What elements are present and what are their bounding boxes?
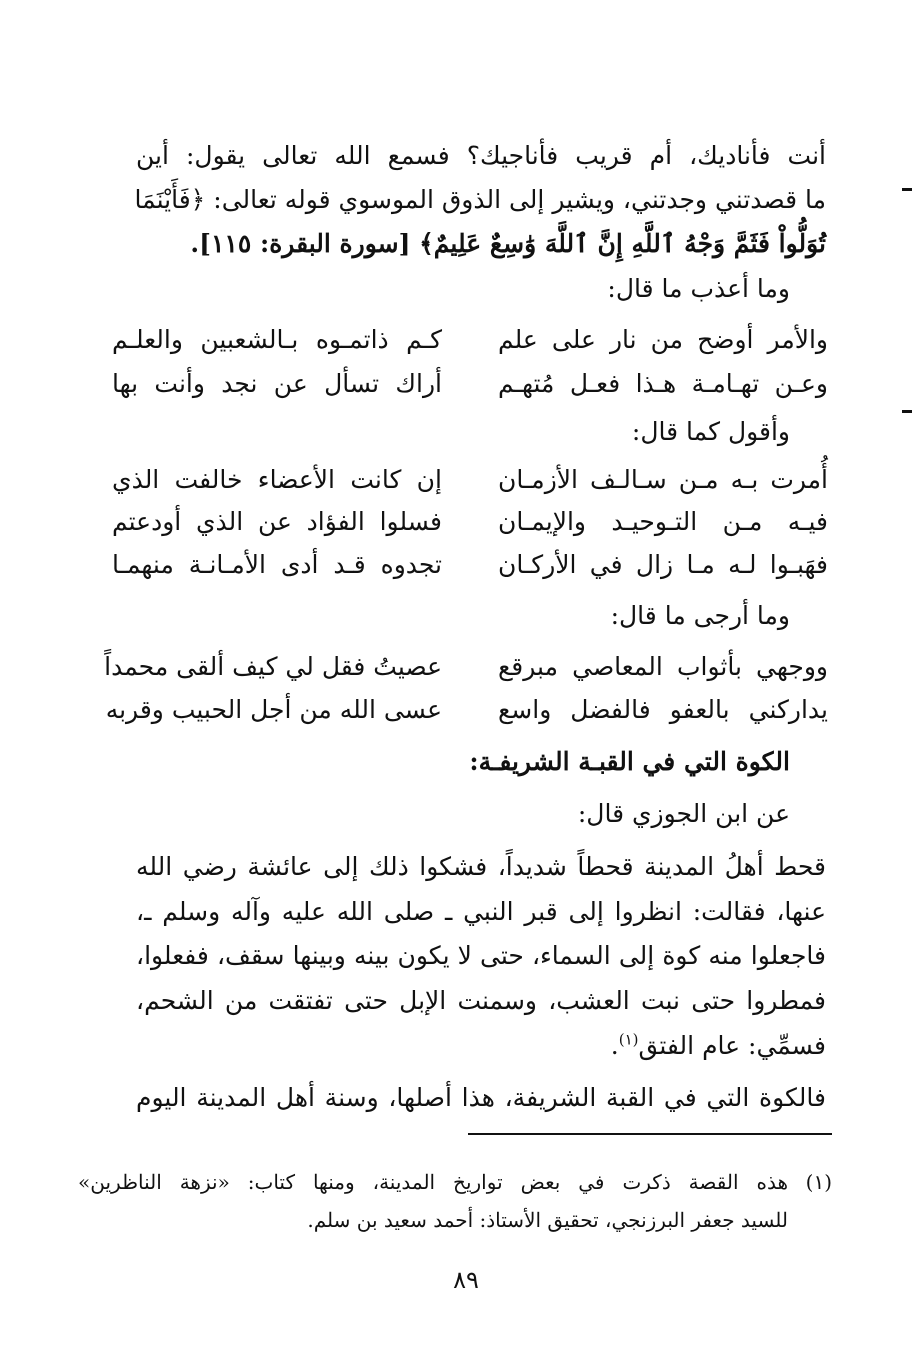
- footnote-line: هذه القصة ذكرت في بعض تواريخ المدينة، ومنها كتاب: «نزهة الناظرين»: [78, 1170, 788, 1194]
- poem-verse-second-half: فهَبـوا لـه مـا زال في الأركـان: [498, 550, 828, 579]
- poem-verse-first-half: أراك تسأل عن نجد وأنت بها: [112, 369, 442, 398]
- paragraph-line: [136, 1024, 826, 1068]
- poem-verse-first-half: عصيتُ فقل لي كيف ألقى محمداً: [104, 652, 442, 681]
- paragraph-line: عنها، فقالت: انظروا إلى قبر النبي ـ صلى الله عليه وآله وسلم ـ،: [136, 897, 826, 926]
- margin-mark: [902, 410, 912, 413]
- poem-intro: وما أرجى ما قال:: [610, 601, 790, 630]
- poem-verse-first-half: فسلوا الفؤاد عن الذي أودعتم: [112, 507, 442, 536]
- poem-verse-first-half: كـم ذاتمـوه بـالشعبين والعلـم: [112, 325, 442, 354]
- poem-verse-second-half: وعـن تهـامـة هـذا فعـل مُتهـم: [498, 369, 828, 398]
- footnote-line: للسيد جعفر البرزنجي، تحقيق الأستاذ: أحمد سعيد بن سلم.: [307, 1208, 788, 1232]
- body-line: ما قصدتني وجدتني، ويشير إلى الذوق الموسوي قوله تعالى: ﴿فَأَيْنَمَا: [134, 185, 826, 214]
- paragraph-line: فالكوة التي في القبة الشريفة، هذا أصلها، وسنة أهل المدينة اليوم: [136, 1083, 826, 1112]
- paragraph-end: .: [610, 1031, 619, 1060]
- quran-verse-line: تُوَلُّواْ فَثَمَّ وَجْهُ ٱللَّهِ إِنَّ ٱللَّهَ وَٰسِعٌ عَلِيمٌ﴾ [سورة البقرة: ١١٥].: [190, 229, 826, 258]
- poem-verse-first-half: تجدوه قـد أدى الأمـانـة منهمـا: [112, 550, 442, 579]
- poem-verse-second-half: أُمرت بـه مـن سـالـف الأزمـان: [498, 465, 828, 494]
- page-number: ٨٩: [453, 1266, 479, 1294]
- paragraph-line: قحط أهلُ المدينة قحطاً شديداً، فشكوا ذلك إلى عائشة رضي الله: [136, 852, 826, 881]
- footnote-separator: [468, 1133, 832, 1135]
- footnote-number: (١): [805, 1170, 832, 1194]
- margin-mark: [902, 188, 912, 191]
- poem-verse-first-half: عسى الله من أجل الحبيب وقربه: [105, 695, 442, 724]
- poem-intro: وأقول كما قال:: [631, 417, 790, 446]
- source-line: عن ابن الجوزي قال:: [577, 799, 790, 828]
- poem-verse-first-half: إن كانت الأعضاء خالفت الذي: [112, 465, 442, 494]
- section-heading: الكوة التي في القبـة الشريفـة:: [469, 747, 790, 776]
- paragraph-text: فسمِّي: عام الفتق: [638, 1031, 826, 1060]
- body-line: أنت فأناديك، أم قريب فأناجيك؟ فسمع الله تعالى يقول: أين: [136, 141, 826, 170]
- poem-intro: وما أعذب ما قال:: [607, 274, 790, 303]
- poem-verse-second-half: فيـه مـن التـوحيـد والإيمـان: [498, 507, 828, 536]
- poem-verse-second-half: والأمر أوضح من نار على علم: [498, 325, 828, 354]
- paragraph-line: فمطروا حتى نبت العشب، وسمنت الإبل حتى تفتقت من الشحم،: [136, 986, 826, 1015]
- footnote-reference: (١): [618, 1030, 639, 1049]
- poem-verse-second-half: ووجهي بأثواب المعاصي مبرقع: [498, 652, 828, 681]
- poem-verse-second-half: يداركني بالعفو فالفضل واسع: [498, 695, 828, 724]
- paragraph-line: فاجعلوا منه كوة إلى السماء، حتى لا يكون بينه وبينها سقف، ففعلوا،: [136, 941, 826, 970]
